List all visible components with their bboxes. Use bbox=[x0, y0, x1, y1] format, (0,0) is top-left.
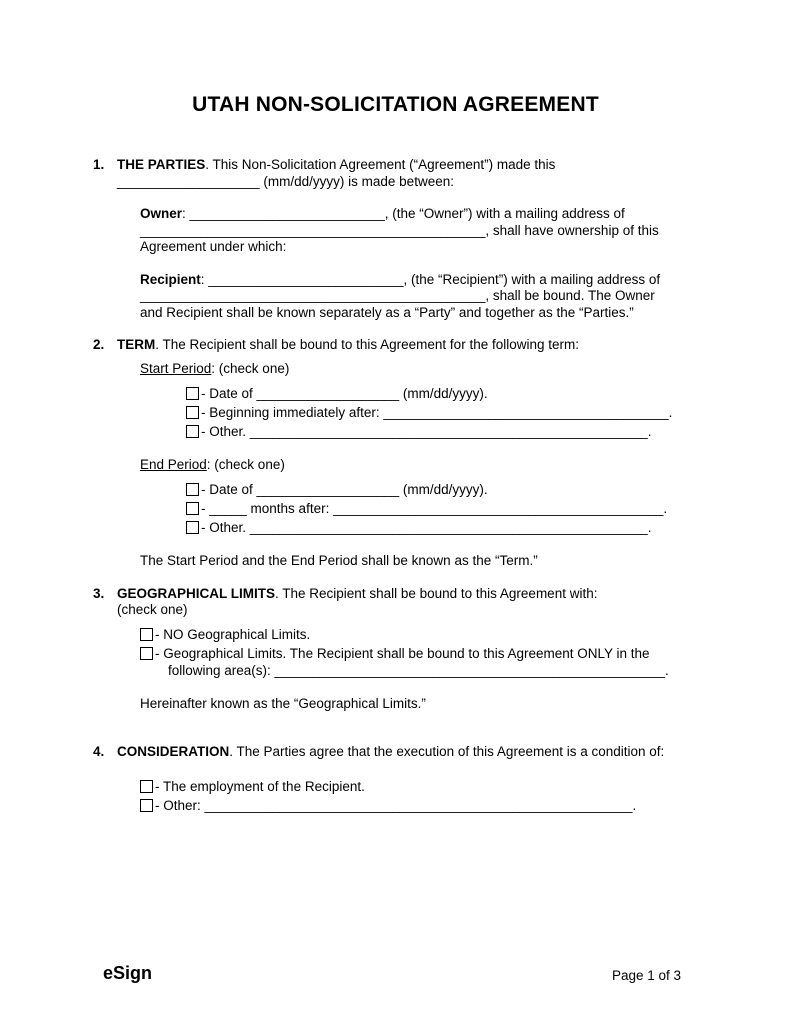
checkbox[interactable] bbox=[140, 628, 153, 641]
checkbox[interactable] bbox=[186, 387, 199, 400]
page-number: Page 1 of 3 bbox=[612, 968, 682, 983]
section-line: GEOGRAPHICAL LIMITS. The Recipient shall be bound to this Agreement with: bbox=[117, 586, 598, 601]
checkbox[interactable] bbox=[186, 406, 199, 419]
checkbox[interactable] bbox=[140, 647, 153, 660]
esign-logo: eSign bbox=[103, 963, 153, 983]
owner-address-line: ______________________________________________, shall have ownership of this bbox=[140, 223, 659, 238]
start-option-other[interactable]: - Other. _____________________________________________________. bbox=[186, 424, 651, 440]
section-heading: GEOGRAPHICAL LIMITS bbox=[117, 586, 276, 601]
recipient-label: Recipient bbox=[140, 272, 201, 287]
checkbox[interactable] bbox=[186, 425, 199, 438]
consideration-option-employment[interactable]: - The employment of the Recipient. bbox=[140, 779, 365, 795]
geo-option-none[interactable]: - NO Geographical Limits. bbox=[140, 627, 310, 643]
date-field-line: ___________________ (mm/dd/yyyy) is made between: bbox=[117, 174, 454, 189]
owner-line: Owner: __________________________, (the “Owner”) with a mailing address of bbox=[140, 206, 625, 221]
section-heading: TERM bbox=[117, 337, 156, 352]
consideration-option-other[interactable]: - Other: _________________________________________________________. bbox=[140, 798, 636, 814]
start-option-immediately[interactable]: - Beginning immediately after: ______________________________________. bbox=[186, 405, 672, 421]
end-option-months[interactable]: - _____ months after: ____________________________________________. bbox=[186, 501, 667, 517]
recipient-address-line: ______________________________________________, shall be bound. The Owner bbox=[140, 288, 655, 303]
checkbox[interactable] bbox=[186, 483, 199, 496]
checkbox[interactable] bbox=[140, 780, 153, 793]
start-period-label: Start Period: (check one) bbox=[140, 361, 290, 376]
checkbox[interactable] bbox=[140, 799, 153, 812]
section-number: 1. bbox=[93, 157, 105, 172]
recipient-line: Recipient: __________________________, (the “Recipient”) with a mailing address of bbox=[140, 272, 661, 287]
section-heading: THE PARTIES bbox=[117, 157, 206, 172]
section-number: 2. bbox=[93, 337, 105, 352]
check-one-note: (check one) bbox=[117, 602, 188, 617]
geo-option-limits[interactable]: - Geographical Limits. The Recipient shall be bound to this Agreement ONLY in the bbox=[140, 646, 650, 662]
section-line: TERM. The Recipient shall be bound to this Agreement for the following term: bbox=[117, 337, 579, 352]
section-number: 3. bbox=[93, 586, 105, 601]
checkbox[interactable] bbox=[186, 502, 199, 515]
owner-label: Owner bbox=[140, 206, 183, 221]
end-option-date[interactable]: - Date of ___________________ (mm/dd/yyyy). bbox=[186, 482, 488, 498]
geo-closing: Hereinafter known as the “Geographical Limits.” bbox=[140, 696, 426, 711]
end-period-label: End Period: (check one) bbox=[140, 457, 285, 472]
document-title: UTAH NON-SOLICITATION AGREEMENT bbox=[192, 93, 599, 116]
section-number: 4. bbox=[93, 744, 105, 759]
start-option-date[interactable]: - Date of ___________________ (mm/dd/yyyy). bbox=[186, 386, 488, 402]
section-line: CONSIDERATION. The Parties agree that the execution of this Agreement is a condition of: bbox=[117, 744, 665, 759]
owner-text: Agreement under which: bbox=[140, 239, 287, 254]
section-line: THE PARTIES. This Non-Solicitation Agreement (“Agreement”) made this bbox=[117, 157, 556, 172]
term-closing: The Start Period and the End Period shall be known as the “Term.” bbox=[140, 553, 538, 568]
end-option-other[interactable]: - Other. _____________________________________________________. bbox=[186, 520, 651, 536]
recipient-text: and Recipient shall be known separately as a “Party” and together as the “Parties.” bbox=[140, 305, 634, 320]
checkbox[interactable] bbox=[186, 521, 199, 534]
geo-area-line: following area(s): ____________________________________________________. bbox=[168, 663, 669, 678]
section-heading: CONSIDERATION bbox=[117, 744, 230, 759]
